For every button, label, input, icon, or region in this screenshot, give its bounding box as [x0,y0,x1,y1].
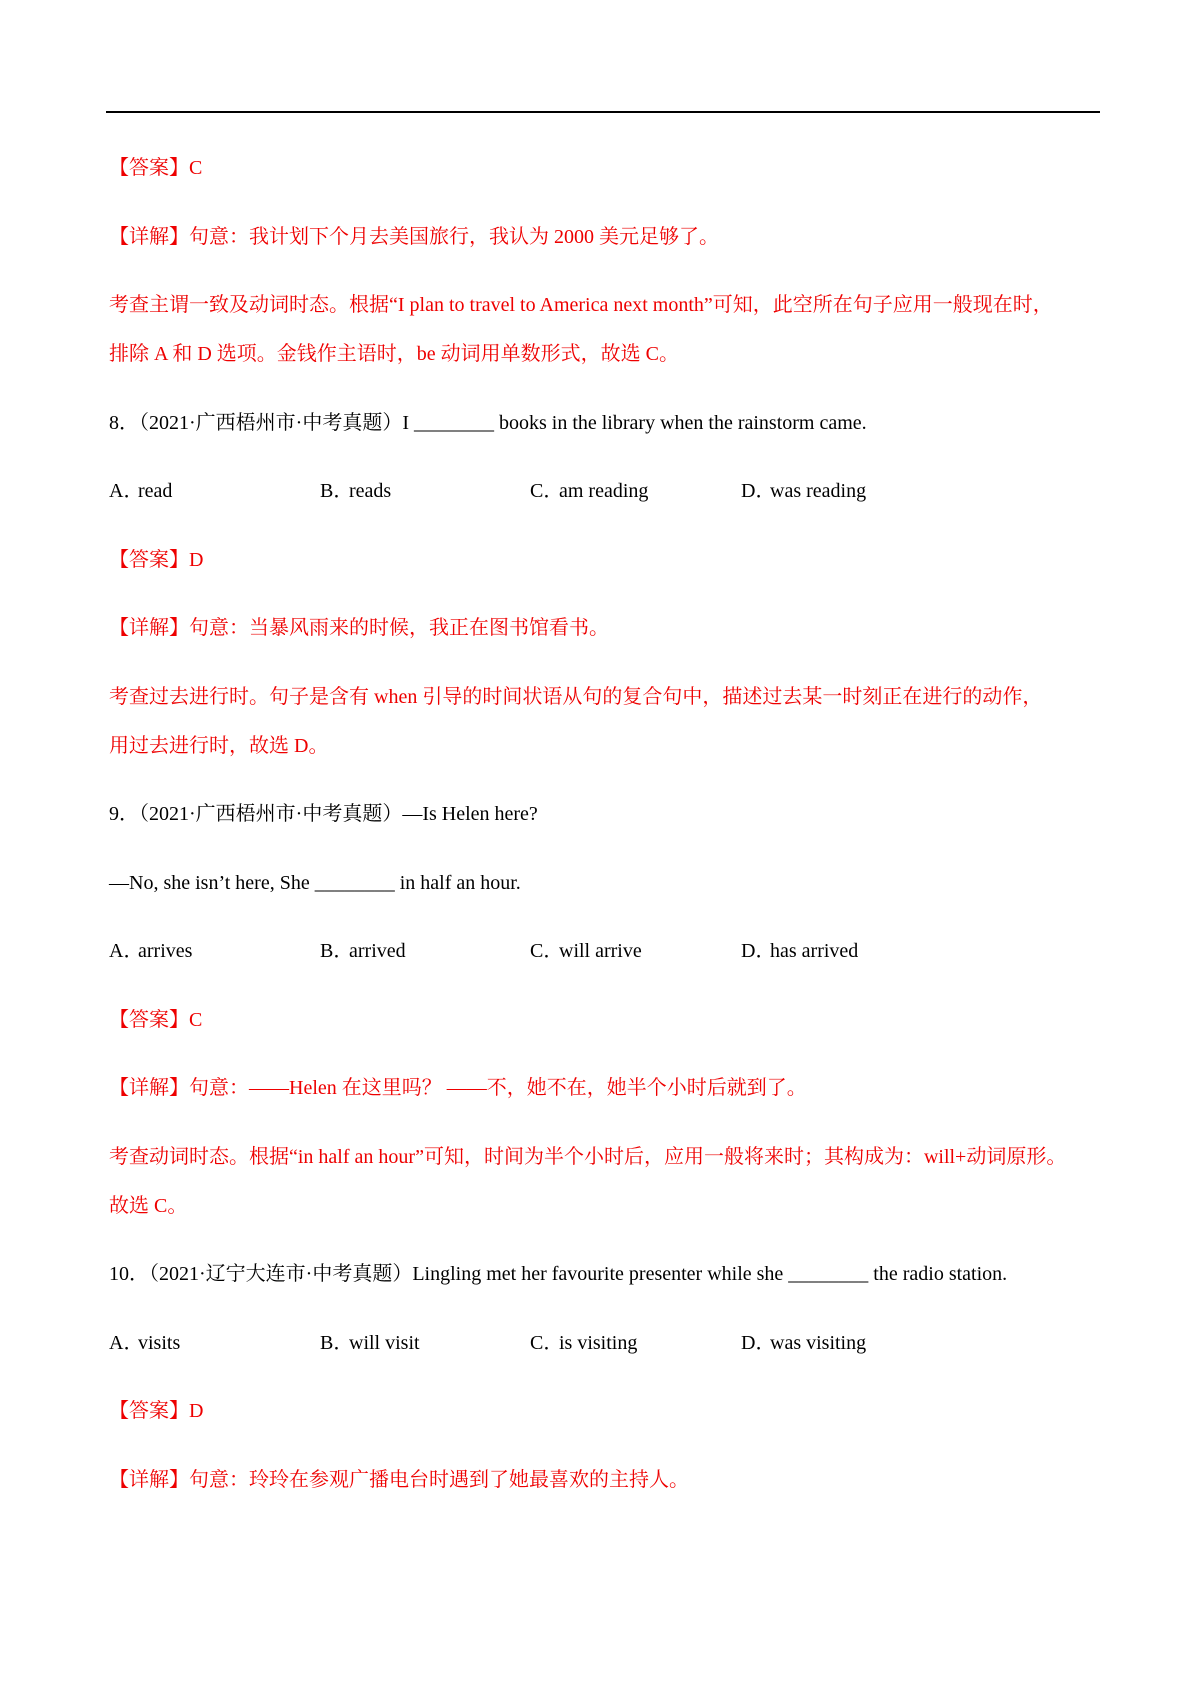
q10-option-a: A．visits [109,1332,181,1354]
q8-analysis-line2: 用过去进行时，故选 D。 [109,735,329,757]
q9-option-a: A．arrives [109,940,193,962]
q10-option-b: B．will visit [320,1332,420,1354]
q8-option-c: C．am reading [530,480,649,502]
q9-analysis-line2: 故选 C。 [109,1195,188,1217]
q10-option-c: C．is visiting [530,1332,638,1354]
q7-analysis-line1: 考查主谓一致及动词时态。根据“I plan to travel to America next month”可知，此空所在句子应用一般现在时， [109,294,1053,316]
q9-analysis-line1: 考查动词时态。根据“in half an hour”可知，时间为半个小时后，应用一般将来时；其构成为：will+动词原形。 [109,1146,1067,1168]
q8-answer: 【答案】D [109,549,204,571]
q8-analysis-line1: 考查过去进行时。句子是含有 when 引导的时间状语从句的复合句中，描述过去某一时刻正在进行的动作， [109,686,1043,708]
q8-detail: 【详解】句意：当暴风雨来的时候，我正在图书馆看书。 [109,617,609,639]
q8-stem: 8．（2021·广西梧州市·中考真题）I ________ books in the library when the rainstorm came. [109,412,867,434]
header-rule [106,111,1100,113]
q10-answer: 【答案】D [109,1400,204,1422]
q9-stem: 9．（2021·广西梧州市·中考真题）—Is Helen here? [109,803,538,825]
q10-stem: 10．（2021·辽宁大连市·中考真题）Lingling met her favourite presenter while she ________ the radio station. [109,1263,1008,1285]
q9-detail: 【详解】句意：——Helen 在这里吗？ ——不，她不在，她半个小时后就到了。 [109,1077,807,1099]
q7-answer: 【答案】C [109,157,203,179]
q7-detail: 【详解】句意：我计划下个月去美国旅行，我认为 2000 美元足够了。 [109,226,719,248]
q9-option-c: C．will arrive [530,940,642,962]
q9-stem-reply: —No, she isn’t here, She ________ in half an hour. [109,872,521,894]
q10-option-d: D．was visiting [741,1332,867,1354]
q7-analysis-line2: 排除 A 和 D 选项。金钱作主语时，be 动词用单数形式，故选 C。 [109,343,679,365]
q10-detail: 【详解】句意：玲玲在参观广播电台时遇到了她最喜欢的主持人。 [109,1469,689,1491]
q8-option-d: D．was reading [741,480,867,502]
q8-option-b: B．reads [320,480,392,502]
q9-option-d: D．has arrived [741,940,859,962]
q9-option-b: B．arrived [320,940,406,962]
q8-option-a: A．read [109,480,173,502]
q9-answer: 【答案】C [109,1009,203,1031]
